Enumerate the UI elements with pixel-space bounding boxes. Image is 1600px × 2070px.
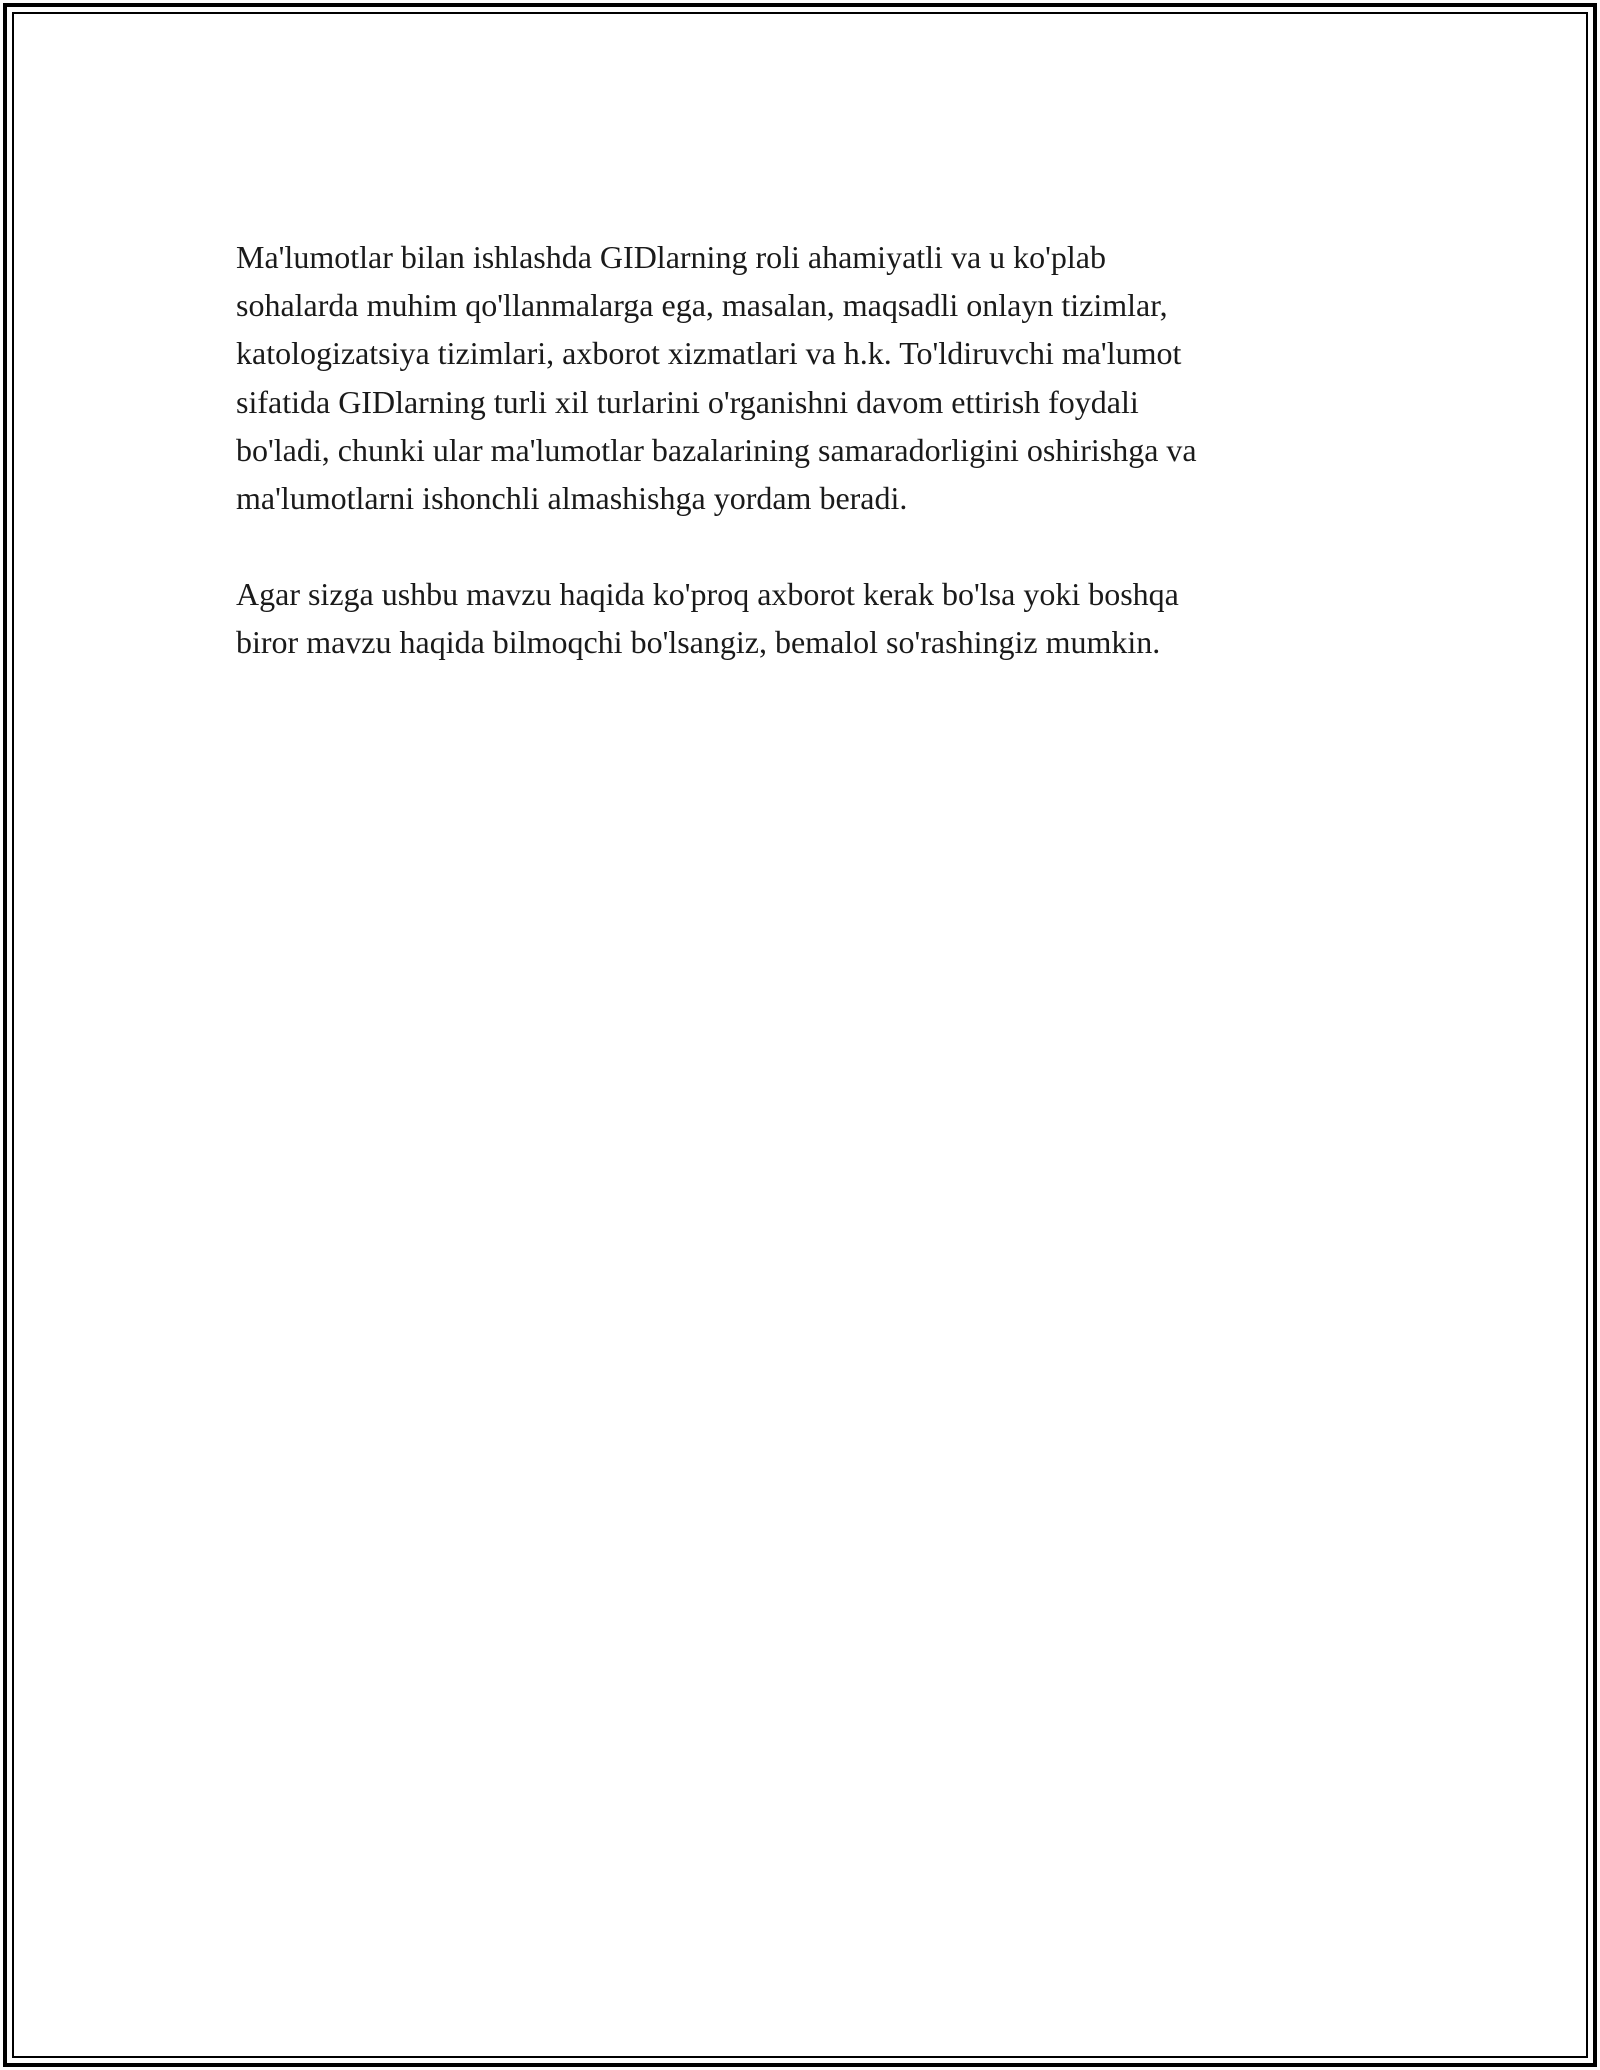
document-body — [236, 233, 1376, 667]
paragraph-1: Ma'lumotlar bilan ishlashda GIDlarning roli ahamiyatli va u ko'plab sohalarda muhim qo'llanmalarga ega, masalan, maqsadli onlayn tizimlar, katologizatsiya tizimlari, axborot xizmatlari va h.k. To'ldiruvchi ma'lumot sifatida GIDlarning turli xil turlarini o'rganishni davom ettirish foydali bo'ladi, chunki ular ma'lumotlar bazalarining samaradorligini oshirishga va ma'lumotlarni ishonchli almashishga yordam beradi. — [236, 239, 1197, 517]
paragraph-2: Agar sizga ushbu mavzu haqida ko'proq axborot kerak bo'lsa yoki boshqa biror mavzu haqida bilmoqchi bo'lsangiz, bemalol so'rashingiz mumkin. — [236, 576, 1179, 661]
